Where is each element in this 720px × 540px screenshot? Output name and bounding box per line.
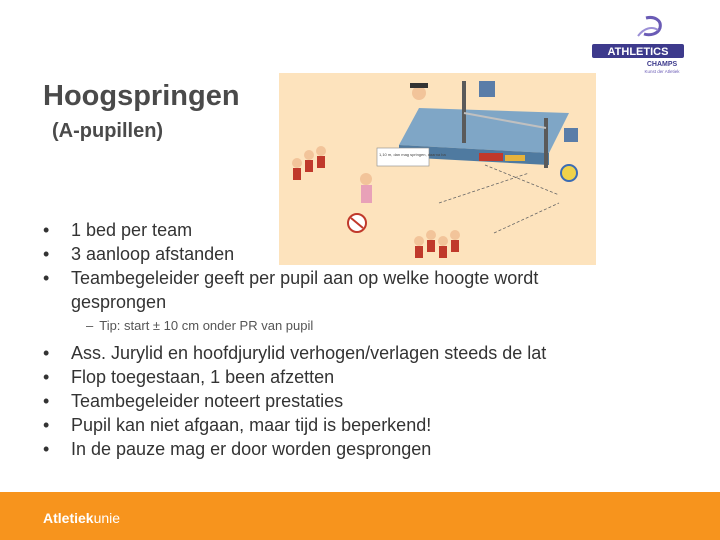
footer-brand: Atletiekunie — [43, 510, 121, 526]
page-title: Hoogspringen — [43, 80, 240, 112]
list-item: • Teambegeleider geeft per pupil aan op welke hoogte wordt gesprongen — [43, 268, 539, 312]
list-item: • Teambegeleider noteert prestaties — [43, 391, 344, 411]
list-item: • Pupil kan niet afgaan, maar tijd is beperkend! — [43, 415, 432, 435]
bullet-list-top — [0, 218, 720, 314]
list-item: • 3 aanloop afstanden — [43, 244, 235, 264]
list-item: • In de pauze mag er door worden gesprongen — [43, 439, 432, 459]
svg-text:1,10 m, dan mag springen, daar: 1,10 m, dan mag springen, daarna ba — [379, 152, 446, 157]
svg-text:CHAMPS: CHAMPS — [646, 61, 678, 68]
list-item: • Flop toegestaan, 1 been afzetten — [43, 367, 335, 387]
list-item: • Ass. Jurylid en hoofdjurylid verhogen/verlagen steeds de lat — [43, 343, 547, 363]
svg-text:Kunst der Atletiek: Kunst der Atletiek — [644, 69, 680, 74]
bullet-list-bottom — [0, 341, 720, 461]
page-subtitle: (A-pupillen) — [52, 120, 164, 142]
footer-bar — [0, 492, 720, 540]
list-item: • 1 bed per team — [43, 220, 193, 240]
logo — [588, 14, 688, 76]
tip-subitem: – Tip: start ± 10 cm onder PR van pupil — [86, 318, 314, 333]
svg-text:ATHLETICS: ATHLETICS — [607, 46, 669, 58]
